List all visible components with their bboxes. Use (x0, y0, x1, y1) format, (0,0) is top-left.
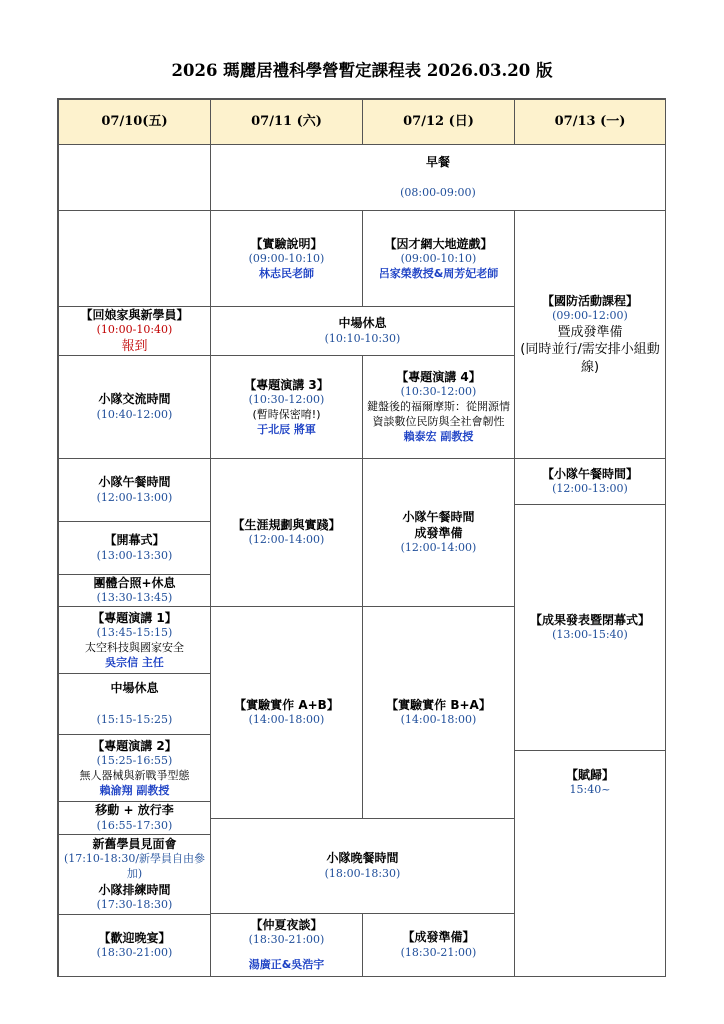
break-mid-cell (210, 306, 515, 356)
dinner-name: 小隊晚餐時間 (326, 851, 399, 866)
lecture1-cell (58, 606, 211, 674)
meet-name: 新舊學員見面會 (92, 837, 177, 852)
checkin-name: 【回娘家與新學員】 (80, 307, 189, 322)
lunch1-time: (12:00-13:00) (96, 490, 173, 504)
exp-intro-name: 【實驗說明】 (250, 236, 323, 251)
lecture1-speaker: 吳宗信 主任 (105, 655, 164, 669)
lunch4-name: 【小隊午餐時間】 (541, 466, 638, 481)
breakfast-time: (08:00-09:00) (400, 186, 476, 200)
game-time: (09:00-10:10) (400, 251, 477, 265)
go-home-time: 15:40~ (569, 783, 611, 797)
meet-time: (17:10-18:30/新學員自由參加) (63, 852, 206, 881)
dinner-cell (210, 818, 515, 914)
team-exchange-name: 小隊交流時間 (98, 392, 171, 407)
career-name: 【生涯規劃與實踐】 (232, 517, 341, 532)
empty-cell (58, 210, 211, 307)
lecture3-speaker: 于北辰 將軍 (257, 422, 316, 436)
move-cell (58, 801, 211, 835)
empty-cell (58, 144, 211, 211)
checkin-note: 報到 (121, 338, 148, 354)
game-name: 【因才網大地遊戲】 (384, 236, 493, 251)
lecture2-speaker: 賴渝翔 副教授 (99, 783, 170, 797)
lab-ab-cell (210, 606, 363, 819)
breakfast-cell (210, 144, 666, 211)
lecture4-name: 【專題演講 4】 (396, 370, 481, 385)
lecture1-topic: 太空科技與國家安全 (85, 640, 184, 654)
break2-cell (58, 673, 211, 735)
welcome-name: 【歡迎晚宴】 (98, 930, 171, 945)
lunch4-time: (12:00-13:00) (552, 482, 628, 496)
break2-name: 中場休息 (110, 681, 159, 696)
defense-name: 【國防活動課程】 (541, 293, 638, 308)
show-prep-time: (18:30-21:00) (400, 945, 477, 959)
career-cell (210, 458, 363, 607)
move-time: (16:55-17:30) (96, 818, 173, 832)
defense-note1: 暨成發準備 (557, 324, 623, 340)
exp-intro-speaker: 林志民老師 (259, 266, 314, 280)
lunch3-name2: 成發準備 (414, 526, 463, 541)
group-photo-cell (58, 574, 211, 607)
header-day4: 07/13 (一) (514, 99, 666, 145)
go-home-cell (514, 750, 666, 977)
lunch4-cell (514, 458, 666, 505)
lab-ba-time: (14:00-18:00) (400, 713, 477, 727)
show-prep-cell (362, 913, 515, 977)
lecture4-time: (10:30-12:00) (400, 385, 477, 399)
lecture4-cell (362, 355, 515, 459)
group-photo-name: 團體合照+休息 (93, 575, 176, 590)
exp-intro-cell (210, 210, 363, 307)
lunch3-cell (362, 458, 515, 607)
checkin-time: (10:00-10:40) (96, 322, 173, 336)
lecture2-topic: 無人器械與新戰爭型態 (79, 768, 190, 782)
lecture3-topic: (暫時保密唷!) (252, 407, 321, 421)
game-cell (362, 210, 515, 307)
summer-talk-speaker: 湯廣正&吳浩宇 (248, 958, 325, 972)
lab-ab-time: (14:00-18:00) (248, 713, 325, 727)
meet-name2: 小隊排練時間 (98, 882, 171, 897)
lecture2-time: (15:25-16:55) (96, 753, 173, 767)
lecture1-time: (13:45-15:15) (96, 625, 173, 639)
lunch3-name1: 小隊午餐時間 (402, 509, 475, 524)
lecture2-cell (58, 734, 211, 802)
welcome-cell (58, 914, 211, 977)
presentation-name: 【成果發表暨閉幕式】 (529, 612, 650, 627)
opening-name: 【開幕式】 (104, 533, 165, 548)
defense-note2: (同時並行/需安排小組動線) (520, 342, 660, 375)
lecture1-name: 【專題演講 1】 (92, 610, 177, 625)
opening-cell (58, 521, 211, 575)
defense-cell (514, 210, 666, 459)
meet-time2: (17:30-18:30) (96, 898, 173, 912)
lunch1-name: 小隊午餐時間 (98, 475, 171, 490)
lab-ba-cell (362, 606, 515, 819)
header-day3: 07/12 (日) (362, 99, 515, 145)
dinner-time: (18:00-18:30) (324, 866, 401, 880)
welcome-time: (18:30-21:00) (96, 946, 173, 960)
go-home-name: 【賦歸】 (565, 768, 614, 782)
lecture2-name: 【專題演講 2】 (92, 738, 177, 753)
lecture4-speaker: 賴泰宏 副教授 (403, 429, 474, 443)
team-exchange-cell (58, 355, 211, 459)
header-day2: 07/11 (六) (210, 99, 363, 145)
lab-ba-name: 【實驗實作 B+A】 (386, 697, 491, 712)
lecture4-topic: 鍵盤後的福爾摩斯：從開源情資談數位民防與全社會韌性 (367, 400, 510, 429)
defense-time: (09:00-12:00) (552, 308, 628, 322)
lecture3-name: 【專題演講 3】 (244, 377, 329, 392)
game-speaker: 呂家榮教授&周芳妃老師 (378, 266, 499, 280)
move-name: 移動 + 放行李 (95, 803, 174, 818)
lecture3-cell (210, 355, 363, 459)
header-day1: 07/10(五) (58, 99, 211, 145)
breakfast-name: 早餐 (425, 154, 450, 169)
lunch1-cell (58, 458, 211, 522)
meet-cell (58, 834, 211, 915)
checkin-cell (58, 306, 211, 356)
presentation-time: (13:00-15:40) (552, 628, 628, 642)
team-exchange-time: (10:40-12:00) (96, 407, 173, 421)
lunch3-time: (12:00-14:00) (400, 541, 477, 555)
lecture3-time: (10:30-12:00) (248, 392, 325, 406)
show-prep-name: 【成發準備】 (402, 930, 475, 945)
break2-time: (15:15-15:25) (96, 712, 173, 726)
lab-ab-name: 【實驗實作 A+B】 (234, 697, 339, 712)
break-mid-time: (10:10-10:30) (324, 331, 401, 345)
career-time: (12:00-14:00) (248, 533, 325, 547)
exp-intro-time: (09:00-10:10) (248, 251, 325, 265)
presentation-cell (514, 504, 666, 751)
summer-talk-cell (210, 913, 363, 977)
opening-time: (13:00-13:30) (96, 548, 173, 562)
page-title: 2026 瑪麗居禮科學營暫定課程表 2026.03.20 版 (171, 61, 553, 80)
schedule-table (57, 98, 666, 977)
break-mid-name: 中場休息 (338, 316, 387, 331)
group-photo-time: (13:30-13:45) (96, 591, 173, 605)
summer-talk-name: 【仲夏夜談】 (250, 918, 323, 933)
summer-talk-time: (18:30-21:00) (248, 933, 325, 947)
